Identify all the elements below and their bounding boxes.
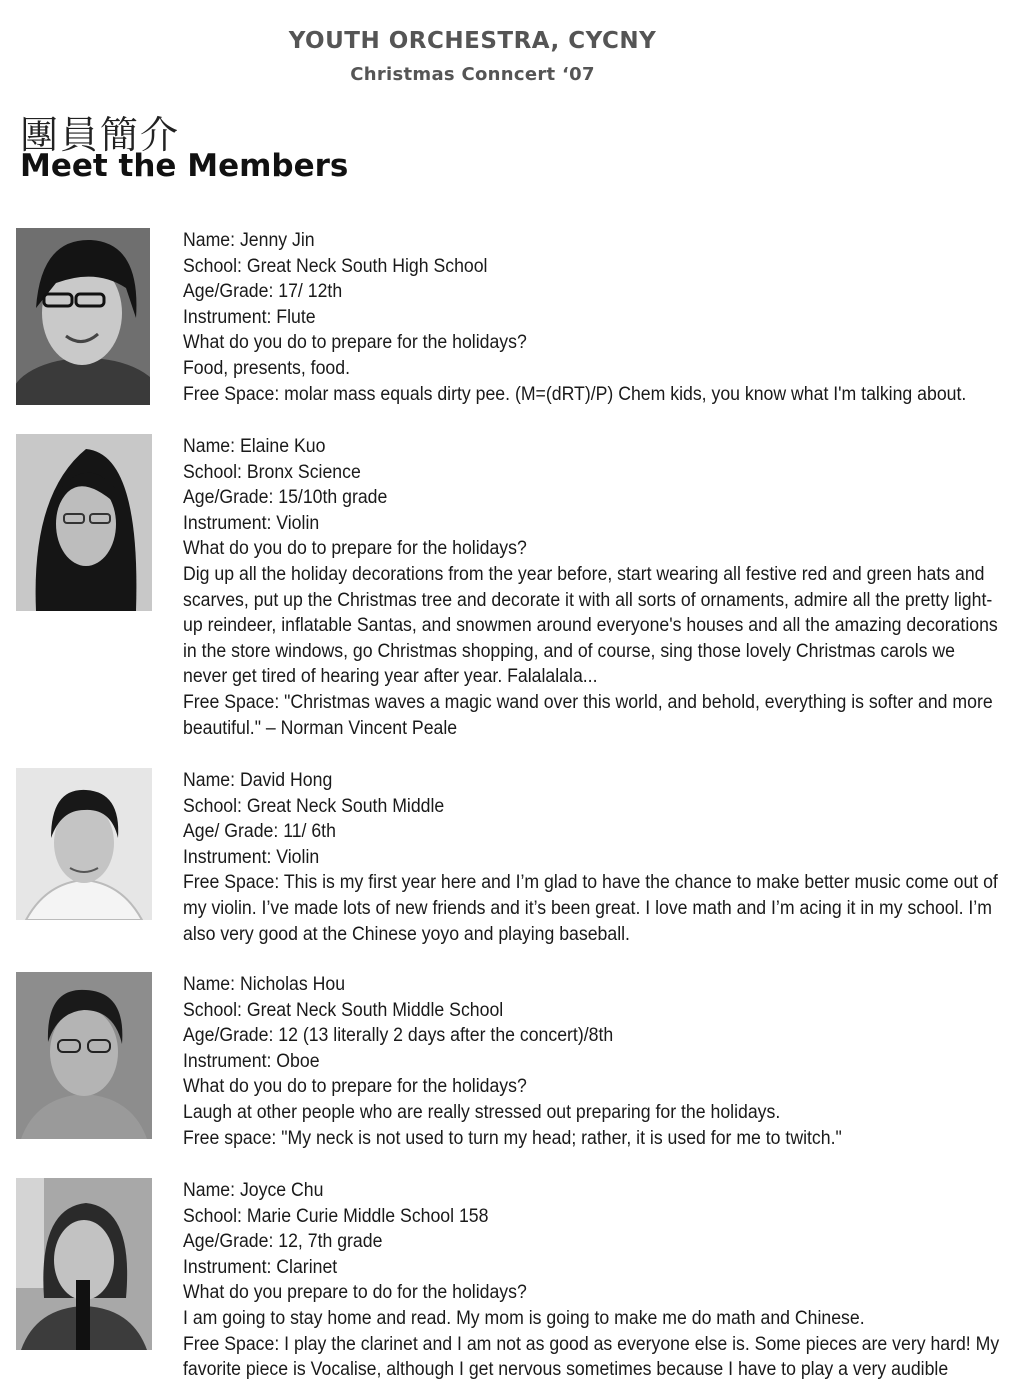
member-instrument: Instrument: Clarinet (183, 1256, 338, 1278)
member-age-grade: Age/Grade: 12, 7th grade (183, 1231, 383, 1253)
member-photo (16, 1178, 152, 1350)
member-instrument: Instrument: Oboe (183, 1050, 320, 1072)
member-school: School: Marie Curie Middle School 158 (183, 1205, 489, 1227)
member-age-grade: Age/ Grade: 11/ 6th (183, 821, 336, 843)
member-answer: Food, presents, food. (183, 357, 350, 379)
member-free-space: Free Space: molar mass equals dirty pee. (M=(dRT)/P) Chem kids, you know what I'm talking about. (183, 383, 967, 405)
section-heading-cjk: 團員簡介 (20, 113, 181, 157)
member-school: School: Great Neck South High School (183, 255, 488, 277)
member-age-grade: Age/Grade: 12 (13 literally 2 days after the concert)/8th (183, 1025, 614, 1047)
member-name: Name: Jenny Jin (183, 230, 315, 251)
section-heading: Meet the Members (20, 148, 349, 184)
member-free-space: Free Space: "Christmas waves a magic wand over this world, and behold, everything is softer and more beautiful." – Norman Vincent Peale (183, 691, 993, 739)
member-school: School: Great Neck South Middle School (183, 999, 504, 1021)
member-info (183, 768, 998, 947)
member-info (183, 972, 947, 1151)
member-age-grade: Age/Grade: 17/ 12th (183, 281, 343, 303)
member-question: What do you do to prepare for the holidays? (183, 332, 527, 354)
member-photo (16, 228, 150, 405)
member-free-space: Free space: "My neck is not used to turn my head; rather, it is used for me to twitch." (183, 1127, 842, 1149)
member-school: School: Bronx Science (183, 461, 361, 483)
member-photo (16, 434, 152, 611)
member-instrument: Instrument: Violin (183, 846, 320, 868)
concert-title: Christmas Conncert ‘07 (350, 64, 595, 85)
member-free-space: Free Space: I play the clarinet and I am not as good as everyone else is. Some pieces are very hard! My favorite piece is Vocalise, although I get nervous sometimes because I have to play a very audible (183, 1333, 1000, 1381)
member-question: What do you do to prepare for the holidays? (183, 538, 527, 560)
member-name: Name: David Hong (183, 770, 333, 791)
member-info (183, 1178, 1000, 1383)
member-name: Name: Elaine Kuo (183, 436, 326, 457)
member-photo (16, 768, 152, 920)
member-school: School: Great Neck South Middle (183, 795, 445, 817)
member-free-space: Free Space: This is my first year here and I’m glad to have the chance to make better music come out of my violin. I’ve made lots of new friends and it’s been great. I love math and I’m acing it in my school. I’m also very good at the Chinese yoyo and playing baseball. (183, 872, 998, 945)
org-title: YOUTH ORCHESTRA, CYCNY (288, 28, 657, 54)
member-photo (16, 972, 152, 1139)
member-name: Name: Nicholas Hou (183, 974, 346, 995)
member-name: Name: Joyce Chu (183, 1180, 324, 1201)
member-question: What do you do to prepare for the holidays? (183, 1076, 527, 1098)
member-info (183, 228, 967, 407)
member-instrument: Instrument: Violin (183, 512, 320, 534)
member-answer: Laugh at other people who are really stressed out preparing for the holidays. (183, 1101, 781, 1123)
member-instrument: Instrument: Flute (183, 306, 316, 328)
member-age-grade: Age/Grade: 15/10th grade (183, 487, 388, 509)
member-question: What do you prepare to do for the holidays? (183, 1282, 527, 1304)
member-info (183, 434, 998, 741)
member-answer: Dig up all the holiday decorations from the year before, start wearing all festive red and green hats and scarves, put up the Christmas tree and decorate it with all sorts of ornaments, admire all the pretty light-up reindeer, inflatable Santas, and snowmen around everyone's houses and all the amazing decorations in the store windows, go Christmas shopping, and of course, sing those lovely Christmas carols we never get tired of hearing year after year. Falalalala... (183, 563, 998, 688)
member-answer: I am going to stay home and read. My mom is going to make me do math and Chinese. (183, 1307, 865, 1329)
